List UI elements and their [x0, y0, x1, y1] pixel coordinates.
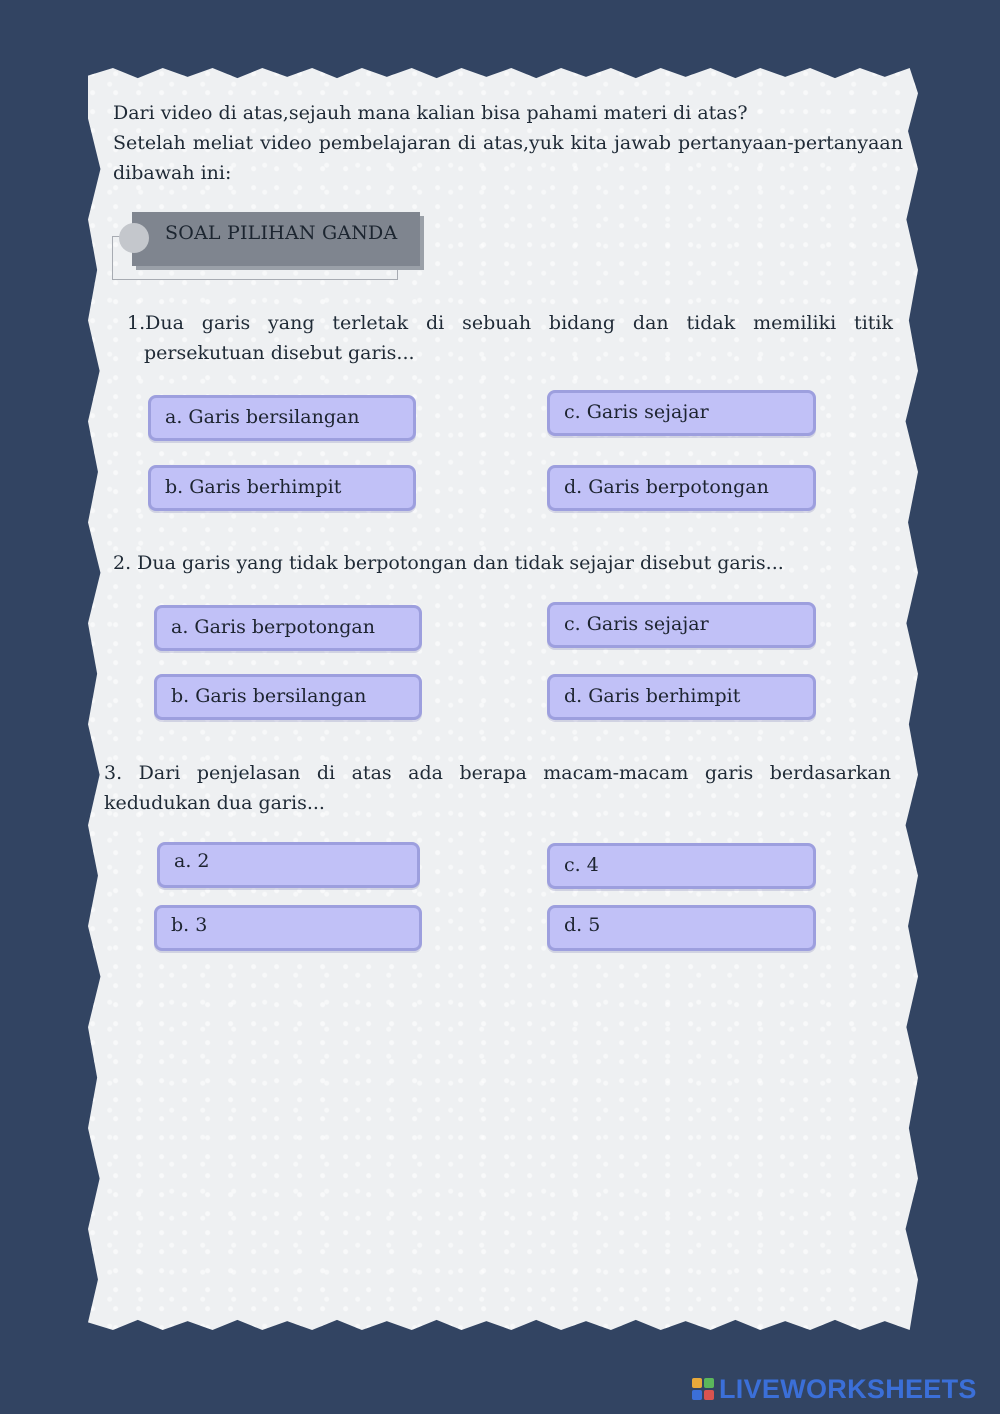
liveworksheets-logo-icon — [692, 1378, 714, 1400]
question-2-option-c[interactable]: c. Garis sejajar — [547, 602, 816, 648]
question-1-option-b[interactable]: b. Garis berhimpit — [148, 465, 416, 511]
question-2-option-d[interactable]: d. Garis berhimpit — [547, 674, 816, 720]
question-2-text: 2. Dua garis yang tidak berpotongan dan tidak sejajar disebut garis... — [113, 552, 784, 574]
question-1-text: 1.Dua garis yang terletak di sebuah bidang dan tidak memiliki titik persekutuan disebut garis... — [127, 312, 893, 364]
question-3-option-c[interactable]: c. 4 — [547, 843, 816, 889]
liveworksheets-logo[interactable] — [692, 1374, 977, 1404]
question-3-option-b[interactable]: b. 3 — [154, 905, 422, 951]
question-3-option-a[interactable]: a. 2 — [157, 842, 420, 888]
question-1-option-a[interactable]: a. Garis bersilangan — [148, 395, 416, 441]
question-3-text: 3. Dari penjelasan di atas ada berapa macam-macam garis berdasarkan kedudukan dua garis... — [104, 762, 891, 814]
section-header-title: SOAL PILIHAN GANDA — [165, 222, 398, 244]
question-3-option-d[interactable]: d. 5 — [547, 905, 816, 951]
liveworksheets-logo-text: LIVEWORKSHEETS — [719, 1373, 977, 1404]
intro-instruction: Setelah meliat video pembelajaran di atas,yuk kita jawab pertanyaan-pertanyaan dibawah ini: — [113, 132, 903, 184]
question-1-option-c[interactable]: c. Garis sejajar — [547, 390, 816, 436]
question-2-option-b[interactable]: b. Garis bersilangan — [154, 674, 422, 720]
intro-question: Dari video di atas,sejauh mana kalian bisa pahami materi di atas? — [113, 102, 748, 124]
section-header-bullet-icon — [119, 223, 149, 253]
question-1-option-d[interactable]: d. Garis berpotongan — [547, 465, 816, 511]
question-2-option-a[interactable]: a. Garis berpotongan — [154, 605, 422, 651]
